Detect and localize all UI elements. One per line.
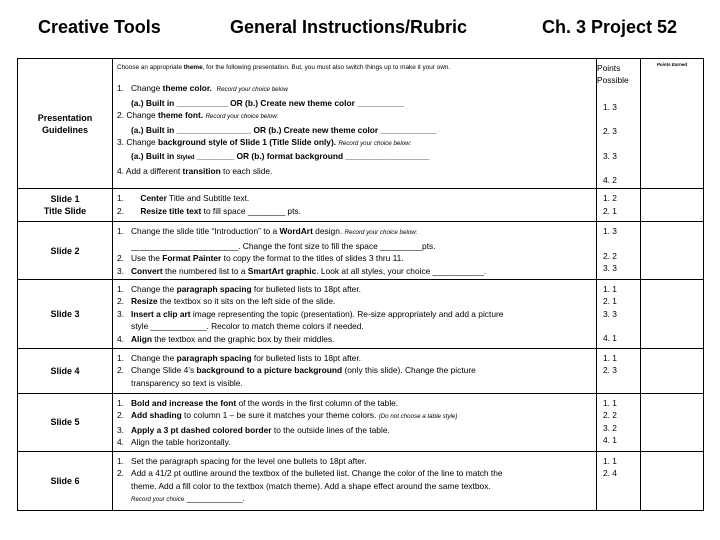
list-item-continuation: _______________________. Change the font size to fill the space _________pts. xyxy=(131,240,436,251)
list-item-continuation: style ____________. Recolor to match theme colors if needed. xyxy=(131,321,364,332)
section-name: Slide 1 Title Slide xyxy=(18,189,113,222)
points-value: 2. 1 xyxy=(603,296,617,307)
list-item-continuation: transparency so text is visible. xyxy=(131,377,243,388)
header-left-title: Creative Tools xyxy=(38,17,161,37)
points-value: 2. 3 xyxy=(603,365,617,376)
points-value: 3. 3 xyxy=(603,150,617,161)
points-possible-cell xyxy=(597,280,641,349)
instructions-cell xyxy=(113,59,597,189)
list-item: 1. Set the paragraph spacing for the level one bullets to 18pt after. xyxy=(117,455,367,466)
points-possible-cell xyxy=(597,394,641,452)
points-possible-cell xyxy=(597,349,641,394)
instructions-cell xyxy=(113,451,597,510)
list-item: 1. Center Title and Subtitle text. xyxy=(117,193,250,204)
list-item: 2. Resize the textbox so it sits on the left side of the slide. xyxy=(117,296,336,307)
list-item: 3. Convert the numbered list to a SmartArt graphic. Look at all styles, your choice ___________. xyxy=(117,265,487,276)
points-earned-cell[interactable] xyxy=(641,349,704,394)
section-name: Slide 2 xyxy=(18,222,113,280)
list-subitem: (a.) Built in ________________ OR (b.) Create new theme color ____________ xyxy=(131,124,437,135)
points-earned-cell[interactable] xyxy=(641,280,704,349)
page-header xyxy=(0,17,720,43)
points-value: 2. 3 xyxy=(603,126,617,137)
rubric-row-slide-2 xyxy=(18,222,704,280)
points-possible-header: Points Possible xyxy=(597,63,629,86)
points-earned-cell[interactable] xyxy=(641,394,704,452)
points-value: 1. 1 xyxy=(603,353,617,364)
list-item: 1. Change the paragraph spacing for bulleted lists to 18pt after. xyxy=(117,284,361,295)
points-earned-header: Points Earned xyxy=(656,62,688,67)
rubric-row-presentation-guidelines xyxy=(18,59,704,189)
list-item: 2. Change theme font. Record your choice below: xyxy=(117,110,279,121)
list-item: 2. Add shading to column 1 – be sure it matches your theme colors. (Do not choose a table style) xyxy=(117,410,458,421)
section-name: Slide 5 xyxy=(18,394,113,452)
header-center-title: General Instructions/Rubric xyxy=(230,17,468,37)
list-item: 4. Add a different transition to each slide. xyxy=(117,165,273,176)
list-item: 1. Change the slide title “Introduction” to a WordArt design. Record your choice below: xyxy=(117,226,418,237)
intro-text: Choose an appropriate theme, for the following presentation. But, you must also switch things up to make it your own. xyxy=(117,64,451,71)
list-item: 1. Change theme color. Record your choice below xyxy=(117,83,288,94)
section-name: Slide 6 xyxy=(18,451,113,510)
points-earned-cell[interactable] xyxy=(641,451,704,510)
list-item: 3. Apply a 3 pt dashed colored border to the outside lines of the table. xyxy=(117,424,390,435)
rubric-row-slide-6 xyxy=(18,451,704,510)
points-value: 2. 1 xyxy=(603,205,617,216)
rubric-table xyxy=(17,58,704,511)
list-item: 2. Resize title text to fill space ________ pts. xyxy=(117,205,301,216)
rubric-row-slide-1 xyxy=(18,189,704,222)
list-item: 4. Align the textbox and the graphic box by their middles. xyxy=(117,333,335,344)
list-item: 4. Align the table horizontally. xyxy=(117,437,231,448)
points-value: 4. 2 xyxy=(603,175,617,186)
list-item-continuation: theme. Add a fill color to the textbox (match theme). Add a shape effect around the same textbox. xyxy=(131,480,491,491)
instructions-cell xyxy=(113,222,597,280)
instructions-cell xyxy=(113,189,597,222)
points-value: 3. 3 xyxy=(603,263,617,274)
points-value: 3. 3 xyxy=(603,308,617,319)
instructions-cell xyxy=(113,280,597,349)
points-possible-cell xyxy=(597,59,641,189)
rubric-row-slide-5 xyxy=(18,394,704,452)
points-value: 1. 1 xyxy=(603,455,617,466)
points-possible-cell xyxy=(597,451,641,510)
list-item: 1. Bold and increase the font of the words in the first column of the table. xyxy=(117,398,399,409)
section-name: Slide 4 xyxy=(18,349,113,394)
points-possible-cell xyxy=(597,189,641,222)
points-value: 2. 4 xyxy=(603,468,617,479)
list-subitem: (a.) Built in Styled ________ OR (b.) format background __________________ xyxy=(131,151,430,162)
points-value: 4. 1 xyxy=(603,333,617,344)
points-value: 1. 3 xyxy=(603,101,617,112)
list-item-continuation: Record your choice ____________. xyxy=(131,492,245,503)
points-value: 2. 2 xyxy=(603,250,617,261)
points-value: 1. 1 xyxy=(603,398,617,409)
header-right-title: Ch. 3 Project 52 xyxy=(542,17,678,37)
points-value: 1. 1 xyxy=(603,284,617,295)
points-earned-cell[interactable] xyxy=(641,189,704,222)
section-name: Presentation Guidelines xyxy=(18,59,113,189)
points-value: 3. 2 xyxy=(603,422,617,433)
points-earned-cell[interactable] xyxy=(641,222,704,280)
list-item: 3. Change background style of Slide 1 (Title Slide only). Record your choice below: xyxy=(117,137,412,148)
list-item: 2. Use the Format Painter to copy the format to the titles of slides 3 thru 11. xyxy=(117,253,404,264)
list-item: 1. Change the paragraph spacing for bulleted lists to 18pt after. xyxy=(117,353,361,364)
rubric-row-slide-3 xyxy=(18,280,704,349)
list-item: 2. Change Slide 4’s background to a picture background (only this slide). Change the picture xyxy=(117,365,476,376)
points-value: 1. 2 xyxy=(603,193,617,204)
points-possible-cell xyxy=(597,222,641,280)
rubric-row-slide-4 xyxy=(18,349,704,394)
points-value: 4. 1 xyxy=(603,435,617,446)
list-subitem: (a.) Built in ___________ OR (b.) Create new theme color __________ xyxy=(131,97,404,108)
instructions-cell xyxy=(113,349,597,394)
points-value: 2. 2 xyxy=(603,410,617,421)
list-item: 3. Insert a clip art image representing the topic (presentation). Re-size appropriately and add a picture xyxy=(117,308,504,319)
points-value: 1. 3 xyxy=(603,226,617,237)
section-name: Slide 3 xyxy=(18,280,113,349)
instructions-cell xyxy=(113,394,597,452)
points-earned-cell xyxy=(641,59,704,189)
list-item: 2. Add a 41/2 pt outline around the textbox of the bulleted list. Change the color of the line to match the xyxy=(117,468,503,479)
